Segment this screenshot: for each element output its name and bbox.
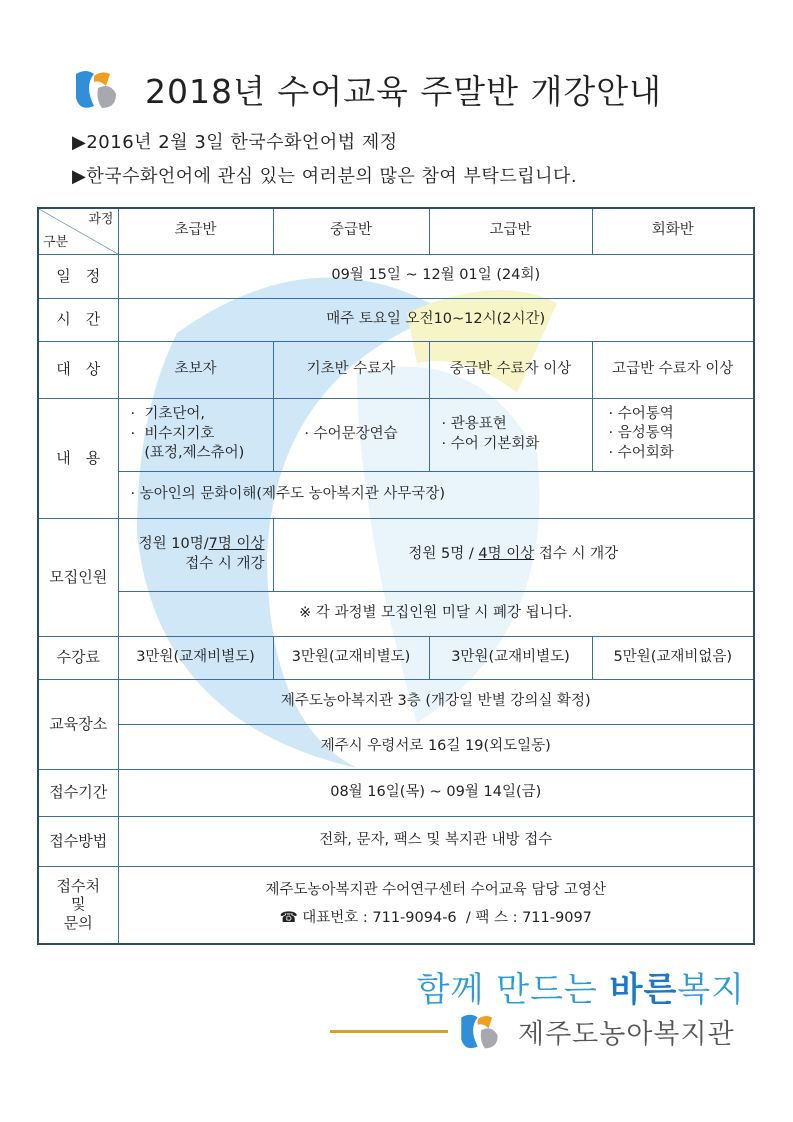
contact-phone: 대표번호 : 711-9094-6 / 팩 스 : 711-9097 bbox=[297, 909, 592, 926]
fee-cell: 5만원(교재비없음) bbox=[592, 636, 754, 679]
slogan-text: 함께 만드는 bbox=[416, 970, 610, 1010]
table-corner bbox=[38, 208, 118, 254]
recruit-text: 정원 10명/ bbox=[138, 535, 209, 552]
fee-cell: 3만원(교재비별도) bbox=[118, 636, 273, 679]
time-value: 매주 토요일 오전10~12시(2시간) bbox=[118, 298, 754, 341]
recruit-text: 4명 이상 bbox=[478, 545, 535, 562]
fee-cell: 3만원(교재비별도) bbox=[273, 636, 429, 679]
divider bbox=[330, 1030, 448, 1033]
fee-cell: 3만원(교재비별도) bbox=[429, 636, 592, 679]
org-name: 제주도농아복지관 bbox=[518, 1019, 735, 1050]
content-cell bbox=[273, 398, 429, 471]
recruit-text: 접수 시 개강 bbox=[185, 555, 265, 572]
slogan-text: 복지 bbox=[677, 970, 745, 1010]
place-line: 제주도농아복지관 3층 (개강일 반별 강의실 확정) bbox=[118, 679, 754, 724]
row-label: 수강료 bbox=[38, 636, 118, 679]
content-item: · 기초단어, bbox=[130, 406, 205, 423]
label-line: 문의 bbox=[63, 914, 93, 933]
course-header: 초급반 bbox=[118, 208, 273, 254]
recruit-text: 7명 이상 bbox=[208, 535, 265, 552]
course-header: 고급반 bbox=[429, 208, 592, 254]
recruit-beginner bbox=[118, 518, 273, 591]
content-cell bbox=[592, 398, 754, 471]
content-item: · 음성통역 bbox=[608, 425, 674, 442]
course-header: 회화반 bbox=[592, 208, 754, 254]
corner-label: 구분 bbox=[43, 234, 69, 250]
method-value: 전화, 문자, 팩스 및 복지관 내방 접수 bbox=[118, 816, 754, 866]
target-cell: 기초반 수료자 bbox=[273, 341, 429, 398]
target-cell: 고급반 수료자 이상 bbox=[592, 341, 754, 398]
row-label: 내 용 bbox=[38, 398, 118, 518]
recruit-text: 정원 5명 / bbox=[408, 545, 479, 562]
row-label: 대 상 bbox=[38, 341, 118, 398]
place-line: 제주시 우령서로 16길 19(외도일동) bbox=[118, 724, 754, 769]
period-value: 08월 16일(목) ~ 09월 14일(금) bbox=[118, 769, 754, 816]
row-label: 시 간 bbox=[38, 298, 118, 341]
course-table bbox=[37, 207, 755, 945]
content-item: · 수어문장연습 bbox=[304, 425, 398, 442]
content-common: · 농아인의 문화이해(제주도 농아복지관 사무국장) bbox=[118, 471, 754, 518]
label-line: 접수처 bbox=[56, 876, 100, 895]
content-cell bbox=[118, 398, 273, 471]
label-line: 및 bbox=[71, 895, 86, 914]
target-cell: 초보자 bbox=[118, 341, 273, 398]
content-item: · 비수지기호 bbox=[130, 425, 215, 442]
row-label: 접수기간 bbox=[38, 769, 118, 816]
org-logo-icon bbox=[455, 1012, 513, 1052]
slogan-emphasis: 바른 bbox=[609, 970, 678, 1010]
schedule-value: 09월 15일 ~ 12월 01일 (24회) bbox=[118, 254, 754, 298]
content-item: · 관용표현 bbox=[441, 415, 507, 432]
recruit-text: 접수 시 개강 bbox=[534, 545, 619, 562]
logo-icon bbox=[72, 68, 130, 112]
recruit-others bbox=[273, 518, 754, 591]
content-cell bbox=[429, 398, 592, 471]
recruit-note: ※ 각 과정별 모집인원 미달 시 폐강 됩니다. bbox=[118, 591, 754, 636]
content-item: (표정,제스츄어) bbox=[130, 445, 245, 462]
corner-label: 과정 bbox=[88, 212, 114, 227]
page-title: 2018년 수어교육 주말반 개강안내 bbox=[145, 72, 662, 111]
content-item: · 수어통역 bbox=[608, 405, 674, 422]
contact-cell bbox=[118, 866, 754, 944]
contact-line: 제주도농아복지관 수어연구센터 수어교육 담당 고영산 bbox=[265, 882, 607, 899]
notice-line: ▶2016년 2월 3일 한국수화언어법 제정 bbox=[72, 132, 398, 153]
phone-icon: ☎ bbox=[279, 909, 298, 926]
row-label: 교육장소 bbox=[38, 679, 118, 769]
slogan bbox=[417, 962, 745, 1011]
content-item: · 수어회화 bbox=[608, 444, 674, 461]
row-label bbox=[38, 866, 118, 944]
notice-line: ▶한국수화언어에 관심 있는 여러분의 많은 참여 부탁드립니다. bbox=[72, 166, 578, 187]
row-label: 접수방법 bbox=[38, 816, 118, 866]
content-item: · 수어 기본회화 bbox=[441, 435, 540, 452]
row-label: 일 정 bbox=[38, 254, 118, 298]
row-label: 모집인원 bbox=[38, 518, 118, 636]
target-cell: 중급반 수료자 이상 bbox=[429, 341, 592, 398]
course-header: 중급반 bbox=[273, 208, 429, 254]
